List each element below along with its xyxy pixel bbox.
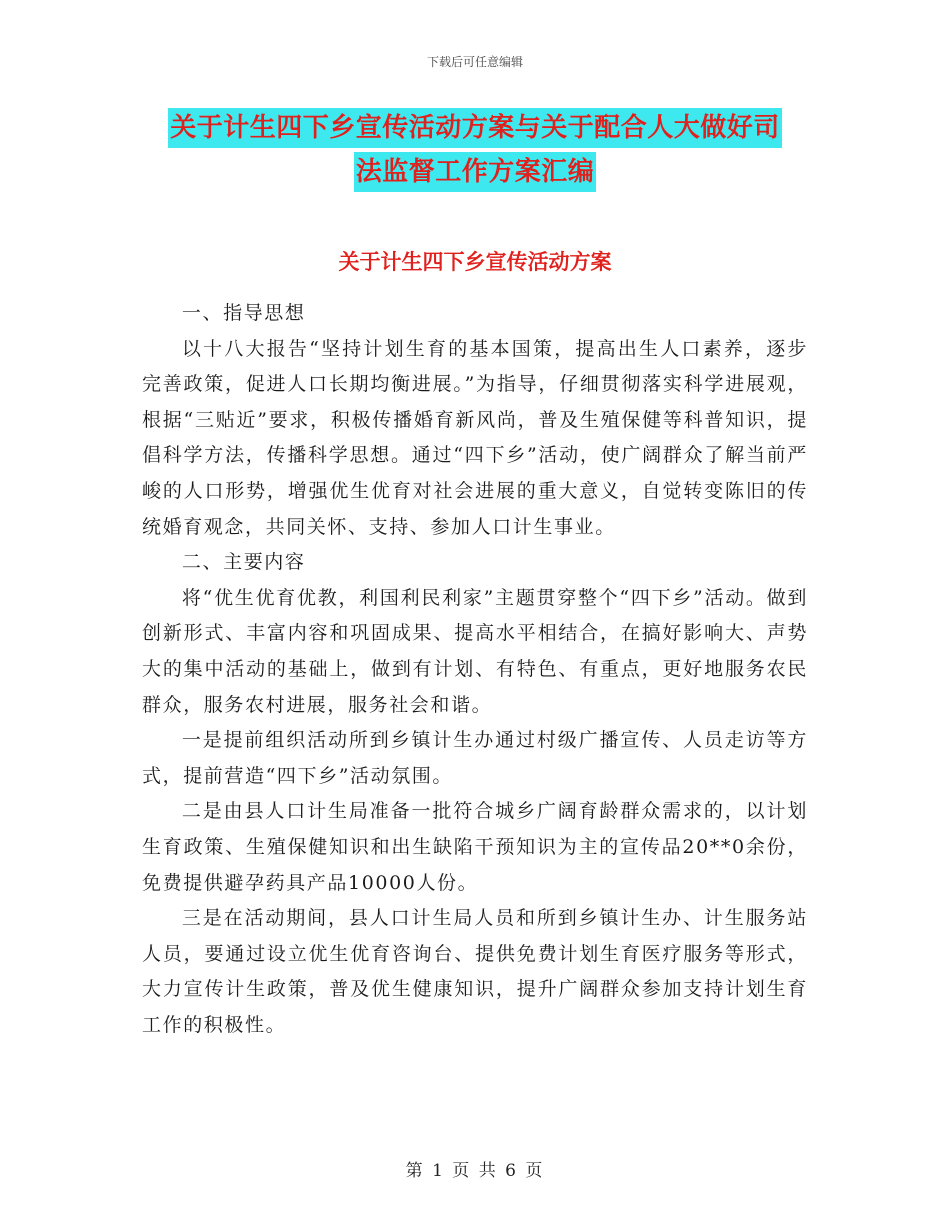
paragraph: 将“优生优育优教，利国利民利家”主题贯穿整个“四下乡”活动。做到创新形式、丰富内容和巩固成果、提高水平相结合，在搞好影响大、声势大的集中活动的基础上，做到有计划、有特色、有重点，更好地服务农民群众，服务农村进展，服务社会和谐。 [142,586,808,716]
heading-main-content: 二、主要内容 [181,551,306,574]
document-title [0,108,950,192]
header-note: 下载后可任意编辑 [426,55,523,69]
paragraph: 二是由县人口计生局准备一批符合城乡广阔育龄群众需求的，以计划生育政策、生殖保健知识和出生缺陷干预知识为主的宣传品20**0余份，免费提供避孕药具产品10000人份。 [142,800,808,894]
section-title: 关于计生四下乡宣传活动方案 [338,250,612,274]
title-line-1: 关于计生四下乡宣传活动方案与关于配合人大做好司 [168,108,782,148]
document-body [142,296,808,1043]
title-line-2: 法监督工作方案汇编 [354,152,597,192]
paragraph: 三是在活动期间，县人口计生局人员和所到乡镇计生办、计生服务站人员，要通过设立优生优育咨询台、提供免费计划生育医疗服务等形式，大力宣传计生政策，普及优生健康知识，提升广阔群众参加支持计划生育工作的积极性。 [142,907,808,1036]
paragraph: 以十八大报告“坚持计划生育的基本国策，提高出生人口素养，逐步完善政策，促进人口长期均衡进展。”为指导，仔细贯彻落实科学进展观，根据“三贴近”要求，积极传播婚育新风尚，普及生殖保健等科普知识，提倡科学方法，传播科学思想。通过“四下乡”活动，使广阔群众了解当前严峻的人口形势，增强优生优育对社会进展的重大意义，自觉转变陈旧的传统婚育观念，共同关怀、支持、参加人口计生事业。 [142,337,808,538]
paragraph: 一是提前组织活动所到乡镇计生办通过村级广播宣传、人员走访等方式，提前营造“四下乡”活动氛围。 [142,729,808,787]
page-number: 第 1 页 共 6 页 [405,1161,545,1181]
heading-guiding-ideology: 一、指导思想 [181,302,306,324]
